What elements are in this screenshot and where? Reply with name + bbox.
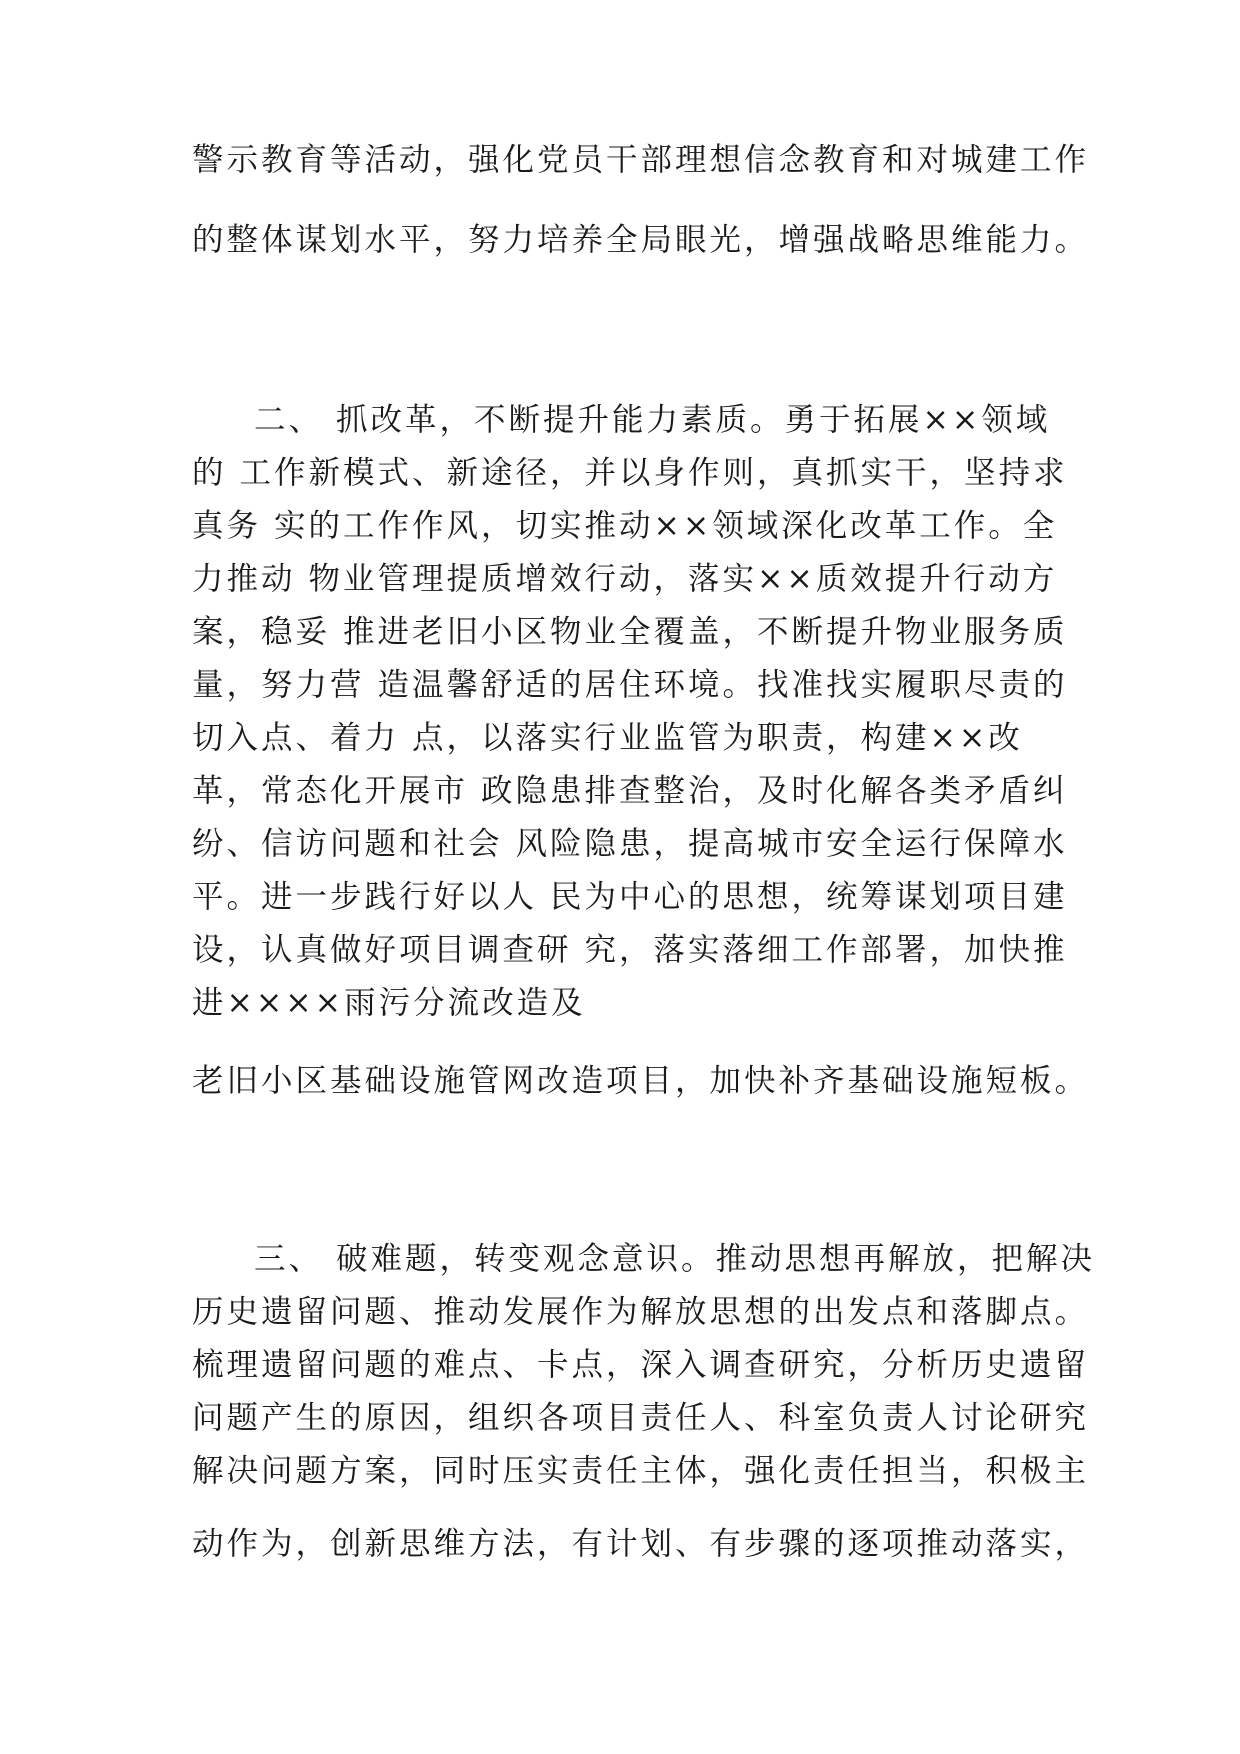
text-line: 老旧小区基础设施管网改造项目，加快补齐基础设施短板。 — [192, 1063, 1090, 1099]
text-line: 解决问题方案，同时压实责任主体，强化责任担当，积极主 — [192, 1453, 1090, 1489]
text-line: 纷、信访问题和社会 风险隐患，提高城市安全运行保障水 — [192, 826, 1068, 862]
section-heading-line: 二、 抓改革，不断提升能力素质。勇于拓展××领域 — [254, 402, 1051, 438]
text-line: 动作为，创新思维方法，有计划、有步骤的逐项推动落实， — [192, 1526, 1090, 1562]
text-line: 量，努力营 造温馨舒适的居住环境。找准找实履职尽责的 — [192, 667, 1068, 703]
text-line: 切入点、着力 点，以落实行业监管为职责，构建××改 — [192, 720, 1023, 756]
text-line: 平。进一步践行好以人 民为中心的思想，统筹谋划项目建 — [192, 879, 1068, 915]
text-line: 设，认真做好项目调查研 究，落实落细工作部署，加快推 — [192, 932, 1068, 968]
section-heading-line: 三、 破难题，转变观念意识。推动思想再解放，把解决 — [254, 1241, 1096, 1277]
text-line: 革，常态化开展市 政隐患排查整治，及时化解各类矛盾纠 — [192, 773, 1068, 809]
text-line: 警示教育等活动，强化党员干部理想信念教育和对城建工作 — [192, 142, 1090, 178]
text-line: 进××××雨污分流改造及 — [192, 985, 586, 1021]
text-line: 案，稳妥 推进老旧小区物业全覆盖，不断提升物业服务质 — [192, 614, 1068, 650]
text-line: 梳理遗留问题的难点、卡点，深入调查研究，分析历史遗留 — [192, 1347, 1090, 1383]
text-line: 问题产生的原因，组织各项目责任人、科室负责人讨论研究 — [192, 1400, 1090, 1436]
text-line: 历史遗留问题、推动发展作为解放思想的出发点和落脚点。 — [192, 1294, 1090, 1330]
text-line: 的整体谋划水平，努力培养全局眼光，增强战略思维能力。 — [192, 222, 1090, 258]
text-line: 的 工作新模式、新途径，并以身作则，真抓实干，坚持求 — [192, 455, 1068, 491]
text-line: 力推动 物业管理提质增效行动，落实××质效提升行动方 — [192, 561, 1058, 597]
text-line: 真务 实的工作作风，切实推动××领域深化改革工作。全 — [192, 508, 1058, 544]
